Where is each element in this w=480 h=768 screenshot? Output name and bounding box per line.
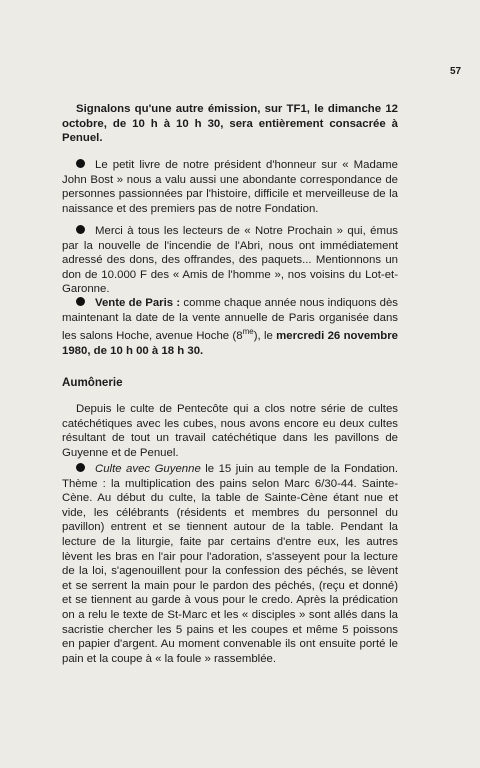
bullet-icon [76, 225, 85, 234]
vente-text: comme chaque année nous indiquons dès maintenant la date de la vente annuelle de Paris organisée dans les salons Hoche, avenue Hoche (8 [62, 297, 398, 342]
paragraph-culte-guyenne [62, 462, 398, 666]
bullet-icon [76, 159, 85, 168]
paragraph-vente-de-paris [62, 296, 398, 358]
vente-text-after: ), le [253, 329, 277, 342]
paragraph-text: Depuis le culte de Pentecôte qui a clos notre série de cultes catéchétiques avec les cubes, nous avons encore eu deux cultes résultant de tout un travail catéchétique dans les pavillons de Guyenne et de Penuel. [62, 403, 398, 459]
page-number: 57 [450, 66, 462, 77]
section-heading-aumonerie: Aumônerie [62, 376, 123, 389]
paragraph-john-bost-book [62, 158, 398, 216]
paragraph-text: le 15 juin au temple de la Fondation. Thème : la multiplication des pains selon Marc 6/30-44. Sainte-Cène. Au début du culte, la table de Sainte-Cène étant nue et vide, les célébrants (résidents et membres du personnel du pavillon) entrent et se tiennent autour de la table. Pendant la lecture de la liturgie, faite par certains d'entre eux, les autres lèvent les bras en l'air pour l'adoration, s'asseyent pour la lecture de la loi, s'agenouillent pour la confession des péchés, se lèvent et se serrent la main pour le pardon des péchés, (reçu et donné) et se tiennent au garde à vous pour le credo. Après la prédication on a relu le texte de St-Marc et les « disciples » sont allés dans la sacristie chercher les 5 pains et les coupes et même 5 poissons en papier d'argent. Au moment convenable ils ont ensuite porté le pain et la coupe à « la foule » rassemblée. [62, 463, 398, 665]
paragraph-text: Le petit livre de notre président d'honneur sur « Madame John Bost » nous a valu aussi une abondante correspondance de personnes passionnées par l'histoire, difficile et merveilleuse de la naissance et des premiers pas de notre Fondation. [62, 159, 398, 215]
vente-superscript: me [242, 327, 254, 337]
paragraph-pentecote [62, 402, 398, 460]
paragraph-text: Merci à tous les lecteurs de « Notre Prochain » qui, émus par la nouvelle de l'incendie de l'Abri, nous ont immédiatement adressé des dons, des offrandes, des paquets... Mentionnons un don de 10.000 F des « Amis de l'homme », nos voisins du Lot-et-Garonne. [62, 225, 398, 296]
bullet-icon [76, 463, 85, 472]
bullet-icon [76, 297, 85, 306]
paragraph-notre-prochain-thanks [62, 224, 398, 297]
vente-lead: Vente de Paris : [95, 297, 181, 309]
paragraph-tf1-broadcast [62, 102, 398, 146]
paragraph-text: Signalons qu'une autre émission, sur TF1, le dimanche 12 octobre, de 10 h à 10 h 30, sera entièrement consacrée à Penuel. [62, 103, 398, 145]
culte-lead: Culte avec Guyenne [95, 463, 201, 475]
vente-date: mercredi 26 novembre 1980, de 10 h 00 à 18 h 30. [62, 329, 399, 357]
